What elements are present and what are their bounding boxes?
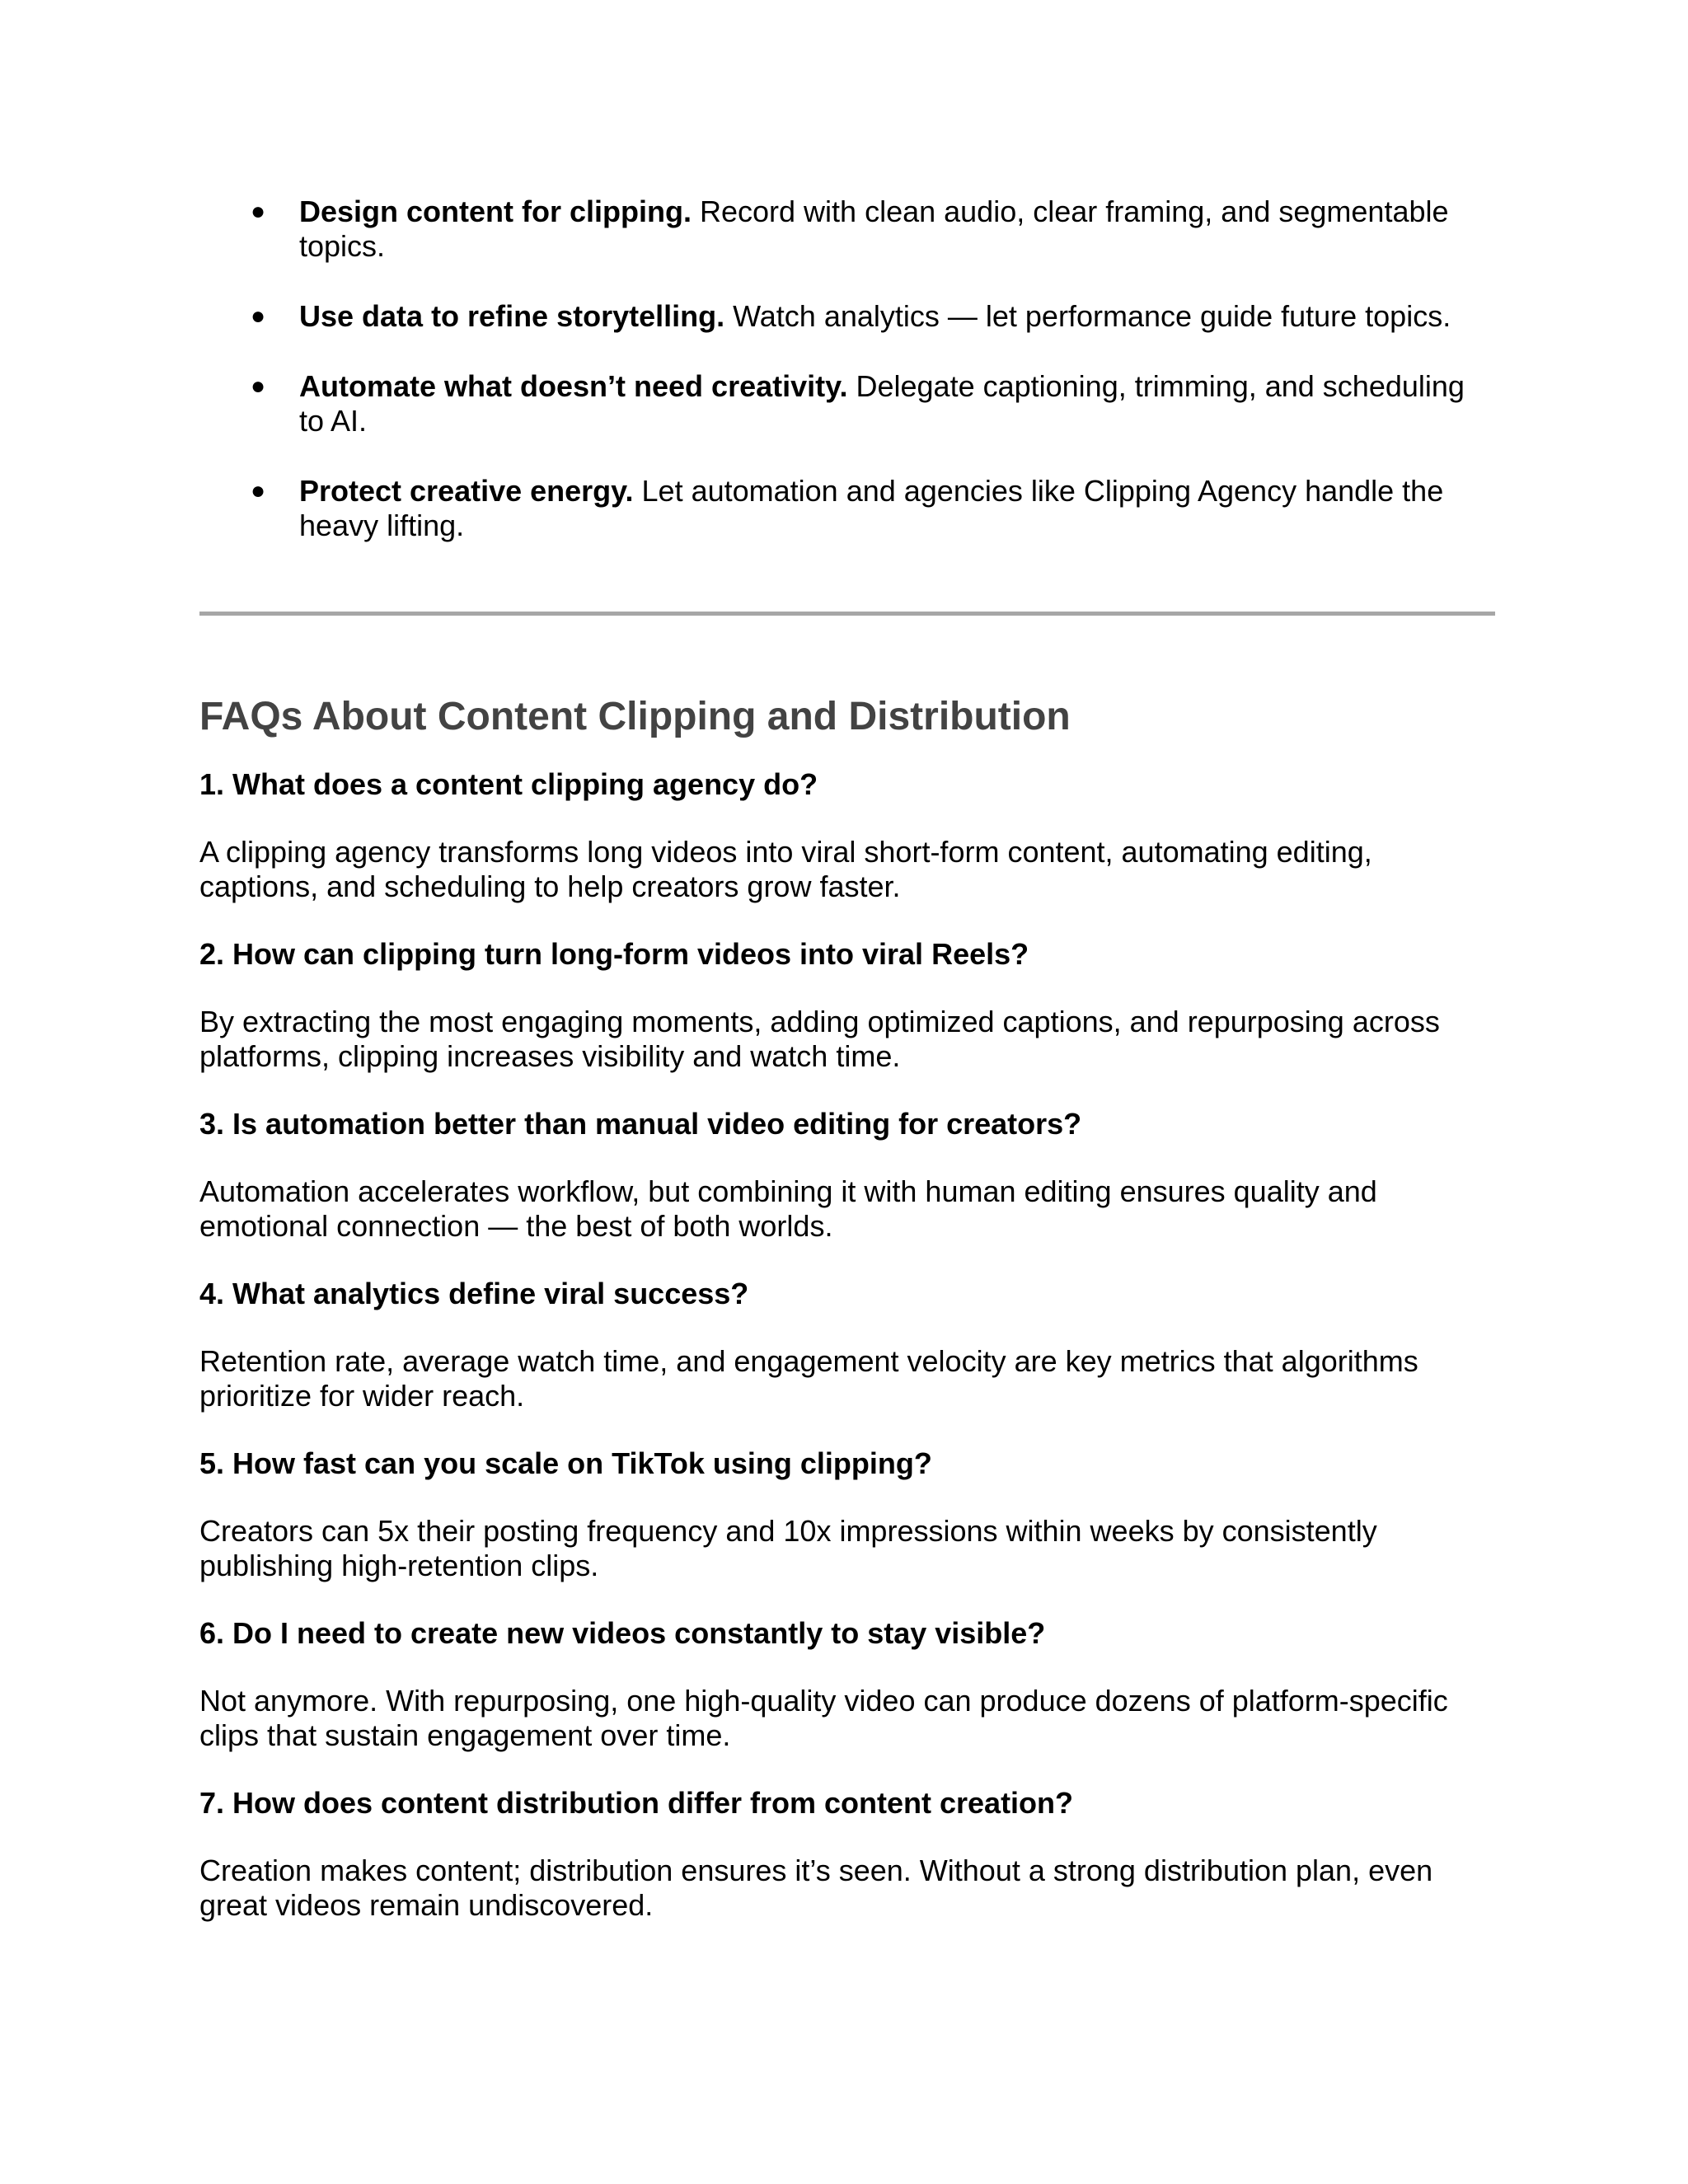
bullet-item [199,299,1495,334]
faq-question: 4. What analytics define viral success? [199,1277,749,1310]
bullet-dot-icon: ● [251,477,266,504]
faq-question: 7. How does content distribution differ from content creation? [199,1786,1074,1820]
bullet-item [199,474,1495,543]
faq-answer: Retention rate, average watch time, and engagement velocity are key metrics that algorithms prioritize for wider reach. [199,1344,1418,1413]
faq-answer: A clipping agency transforms long videos into viral short-form content, automating editing, captions, and scheduling to help creators grow faster. [199,835,1372,903]
faq-item [199,937,1495,1074]
faq-item [199,767,1495,904]
bullet-dot-icon: ● [251,373,266,400]
page-content [199,194,1495,1923]
faq-answer: Not anymore. With repurposing, one high-quality video can produce dozens of platform-specific clips that sustain engagement over time. [199,1684,1448,1752]
bullet-item [199,194,1495,264]
section-divider [199,612,1495,616]
faq-heading: FAQs About Content Clipping and Distribution [199,695,1071,738]
faq-question: 5. How fast can you scale on TikTok using clipping? [199,1446,932,1480]
bullet-text: Let automation and agencies like Clipping Agency handle the heavy lifting. [299,474,1444,542]
faq-item [199,1277,1495,1413]
bullet-item [199,369,1495,438]
faq-question: 6. Do I need to create new videos constantly to stay visible? [199,1616,1046,1650]
faq-answer: Creation makes content; distribution ensures it’s seen. Without a strong distribution plan, even great videos remain undiscovered. [199,1854,1433,1922]
bullet-text: Record with clean audio, clear framing, and segmentable topics. [299,194,1449,263]
faq-item [199,1446,1495,1583]
faq-answer: Creators can 5x their posting frequency and 10x impressions within weeks by consistently publishing high-retention clips. [199,1514,1377,1582]
tips-bullet-list [199,194,1495,543]
bullet-lead: Design content for clipping. [299,194,692,228]
faq-answer: Automation accelerates workflow, but combining it with human editing ensures quality and emotional connection — the best of both worlds. [199,1174,1377,1243]
faq-question: 2. How can clipping turn long-form videos into viral Reels? [199,937,1029,971]
faq-question: 1. What does a content clipping agency do? [199,767,818,801]
bullet-text: Watch analytics — let performance guide future topics. [724,299,1451,333]
faq-item [199,1107,1495,1244]
faq-item [199,1616,1495,1753]
bullet-lead: Protect creative energy. [299,474,634,508]
bullet-lead: Automate what doesn’t need creativity. [299,369,848,403]
faq-question: 3. Is automation better than manual video editing for creators? [199,1107,1082,1141]
faq-list [199,767,1495,1923]
bullet-dot-icon: ● [251,198,266,225]
faq-item [199,1786,1495,1923]
bullet-lead: Use data to refine storytelling. [299,299,725,333]
bullet-dot-icon: ● [251,302,266,330]
faq-answer: By extracting the most engaging moments, adding optimized captions, and repurposing across platforms, clipping increases visibility and watch time. [199,1005,1440,1073]
bullet-text: Delegate captioning, trimming, and scheduling to AI. [299,369,1465,438]
